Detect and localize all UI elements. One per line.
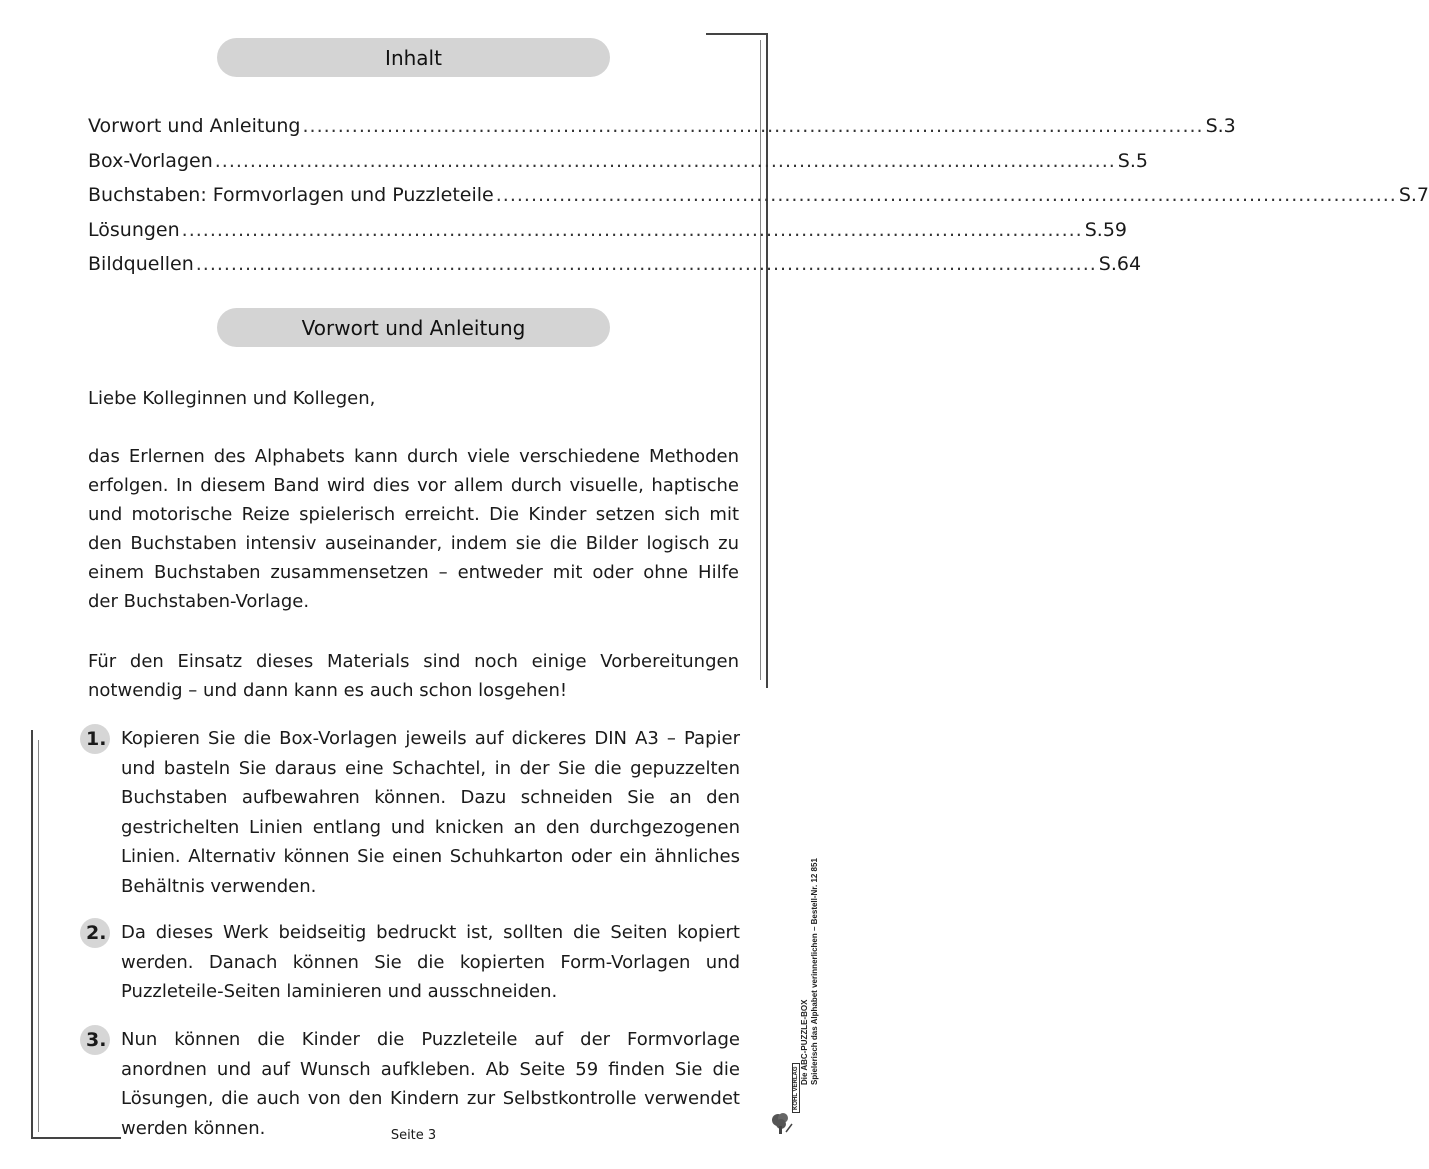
toc-leader: ................................................................................................................................	[495, 184, 1397, 206]
side-imprint-subtitle: Spielerisch das Alphabet verinnerlichen – Bestell-Nr. 12 851	[810, 858, 819, 1085]
intro-paragraph: das Erlernen des Alphabets kann durch viele verschiedene Methoden erfolgen. In diesem Band wird dies vor allem durch visuelle, haptische und motorische Reize spielerisch erreicht. Die Kinder setzen sich mit den Buchstaben intensiv auseinander, indem sie die Bilder logisch zu einem Buchstaben zusammensetzen – entweder mit oder ohne Hilfe der Buchstaben-Vorlage.	[88, 446, 739, 612]
side-imprint	[800, 858, 820, 1085]
toc-entry[interactable]	[88, 213, 1128, 248]
toc-page-number: 3	[1223, 115, 1236, 137]
page-footer: Seite 3	[390, 1128, 437, 1143]
step-text: Kopieren Sie die Box-Vorlagen jeweils auf dickeres DIN A3 – Papier und basteln Sie daraus eine Schachtel, in der Sie die gepuzzelten Buchstaben aufbewahren können. Dazu schneiden Sie an den gestrichelten Linien entlang und knicken an den durchgezogenen Linien. Alternativ können Sie einen Schuhkarton oder ein ähnliches Behältnis verwenden.	[121, 728, 740, 897]
toc-leader: ................................................................................................................................	[181, 218, 1083, 241]
toc-page-number: 7	[1416, 184, 1429, 206]
greeting: Liebe Kolleginnen und Kollegen,	[88, 388, 376, 409]
foreword-heading-text: Vorwort und Anleitung	[301, 315, 526, 340]
toc-entry[interactable]	[88, 109, 1236, 144]
step-number-badge: 2.	[80, 918, 110, 948]
toc-leader: ................................................................................................................................	[302, 115, 1204, 137]
toc-leader: ................................................................................................................................	[214, 149, 1116, 172]
toc-page-abbr: S.	[1205, 115, 1224, 137]
toc-page-number: 59	[1102, 218, 1128, 241]
toc-page-abbr: S.	[1117, 149, 1136, 172]
frame-left-line-inner	[38, 740, 39, 1132]
toc-entry[interactable]	[88, 178, 1429, 213]
toc-entry[interactable]	[88, 247, 1142, 282]
step-item	[80, 1025, 740, 1143]
contents-heading	[217, 38, 610, 77]
foreword-heading	[217, 308, 610, 347]
toc-leader: ................................................................................................................................	[195, 253, 1097, 275]
toc-entry[interactable]	[88, 144, 1148, 179]
step-item	[80, 724, 740, 901]
frame-top-line	[706, 33, 766, 35]
step-number-badge: 1.	[80, 724, 110, 754]
frame-left-line-outer	[31, 730, 33, 1138]
toc-page-abbr: S.	[1098, 253, 1117, 275]
toc-page-number: 64	[1116, 253, 1142, 275]
side-imprint-title: Die ABC-PUZZLE-BOX	[800, 999, 809, 1085]
toc-page-number: 5	[1135, 149, 1148, 172]
step-text: Da dieses Werk beidseitig bedruckt ist, sollten die Seiten kopiert werden. Danach können Sie die kopierten Form-Vorlagen und Puzzleteile-Seiten laminieren und ausschneiden.	[121, 922, 740, 1002]
toc-entry-title: Box-Vorlagen	[88, 149, 213, 172]
toc-entry-title: Bildquellen	[88, 253, 194, 275]
step-item	[80, 918, 740, 1007]
toc-entry-title: Buchstaben: Formvorlagen und Puzzleteile	[88, 184, 494, 206]
toc-page-abbr: S.	[1398, 184, 1417, 206]
publisher-logo: KOHL VERLAG	[792, 1063, 800, 1113]
toc-entry-title: Lösungen	[88, 218, 180, 241]
toc-page-abbr: S.	[1084, 218, 1103, 241]
toc-entry-title: Vorwort und Anleitung	[88, 115, 301, 137]
preparation-paragraph: Für den Einsatz dieses Materials sind noch einige Vorbereitungen notwendig – und dann kann es auch schon losgehen!	[88, 651, 739, 701]
table-of-contents	[88, 109, 1429, 282]
contents-heading-text: Inhalt	[385, 45, 442, 70]
step-number-badge: 3.	[80, 1025, 110, 1055]
step-text: Nun können die Kinder die Puzzleteile auf der Formvorlage anordnen und auf Wunsch aufkleben. Ab Seite 59 finden Sie die Lösungen, die auch von den Kindern zur Selbstkontrolle verwendet werden können.	[121, 1029, 740, 1139]
